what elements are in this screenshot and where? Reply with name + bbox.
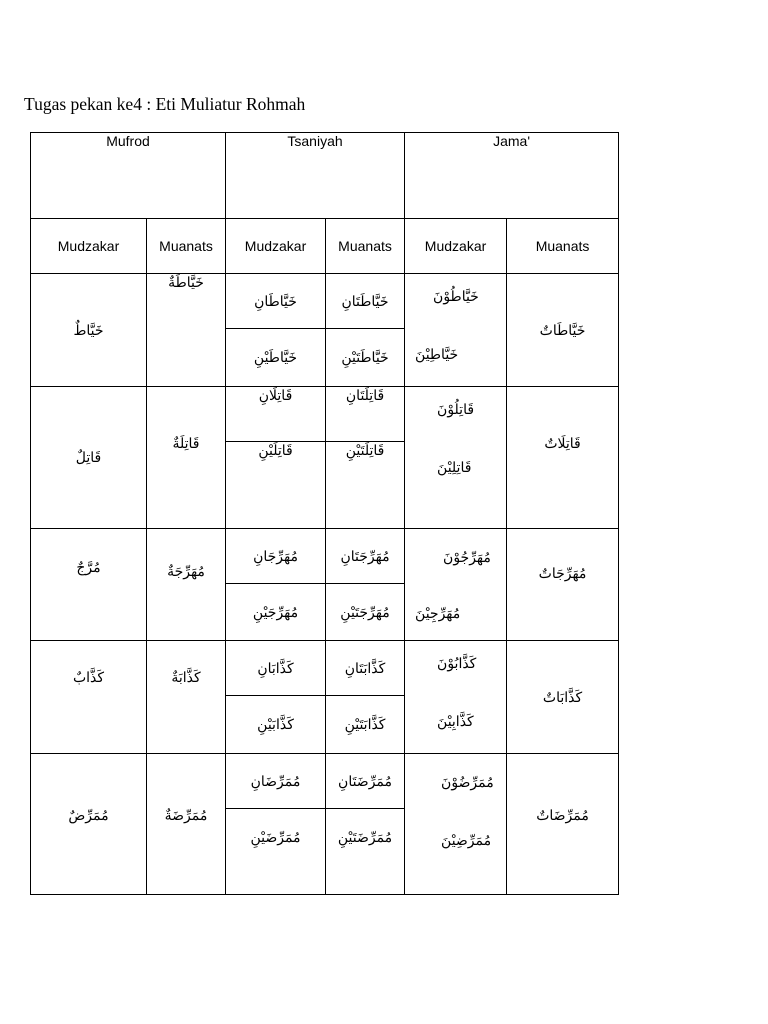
- tsaniyah-muanats-nashab-cell: قَاتِلَتَيْنِ: [326, 442, 405, 529]
- mufrod-muanats-cell: كَذَّابَةٌ: [147, 641, 226, 754]
- tsaniyah-mudzakar-rafa-cell: قَاتِلَانِ: [226, 387, 326, 442]
- mufrod-muanats-cell: قَاتِلَةٌ: [147, 387, 226, 529]
- tsaniyah-mudzakar-nashab-cell: كَذَّابَيْنِ: [226, 696, 326, 754]
- jama-mudzakar-cell: [405, 641, 507, 754]
- jama-mudzakar-cell: [405, 529, 507, 641]
- group-header-row: [31, 133, 619, 219]
- tsaniyah-mudzakar-nashab-cell: مُهَرِّجَيْنِ: [226, 584, 326, 641]
- jama-mudzakar-nashab: مُمَرِّضِيْنَ: [441, 832, 492, 848]
- tsaniyah-muanats-rafa-cell: كَذَّابَتَانِ: [326, 641, 405, 696]
- jama-muanats-cell: مُهَرِّجَاتٌ: [507, 529, 619, 641]
- header-jama-mudzakar: Mudzakar: [405, 219, 507, 274]
- jama-mudzakar-nashab: مُهَرِّجِيْنَ: [415, 605, 461, 621]
- mufrod-muanats-cell: مُهَرِّجَةٌ: [147, 529, 226, 641]
- tsaniyah-muanats-rafa-cell: مُهَرِّجَتَانِ: [326, 529, 405, 584]
- tsaniyah-mudzakar-rafa-cell: مُمَرِّضَانِ: [226, 754, 326, 809]
- tsaniyah-mudzakar-rafa-cell: مُهَرِّجَانِ: [226, 529, 326, 584]
- mufrod-mudzakar-cell: مُمَرِّضٌ: [31, 754, 147, 895]
- mufrod-mudzakar-cell: مُرَّجٌ: [31, 529, 147, 641]
- nahwu-table: [30, 132, 619, 895]
- table-row: [31, 274, 619, 329]
- jama-mudzakar-cell: [405, 274, 507, 387]
- header-tsaniyah-muanats: Muanats: [326, 219, 405, 274]
- header-mufrod-muanats: Muanats: [147, 219, 226, 274]
- jama-mudzakar-rafa: خَيَّاطُوْنَ: [433, 288, 479, 304]
- jama-mudzakar-rafa: مُمَرِّضُوْنَ: [441, 774, 494, 790]
- jama-mudzakar-cell: [405, 754, 507, 895]
- header-mufrod: Mufrod: [31, 133, 226, 219]
- tsaniyah-mudzakar-nashab-cell: خَيَّاطَيْنِ: [226, 329, 326, 387]
- jama-muanats-cell: خَيَّاطَاتٌ: [507, 274, 619, 387]
- jama-mudzakar-rafa: قَاتِلُوْنَ: [437, 401, 475, 417]
- tsaniyah-mudzakar-nashab-cell: قَاتِلَيْنِ: [226, 442, 326, 529]
- jama-mudzakar-nashab: خَيَّاطِيْنَ: [415, 346, 459, 362]
- jama-muanats-cell: قَاتِلَاتٌ: [507, 387, 619, 529]
- sub-header-row: [31, 219, 619, 274]
- header-jama-muanats: Muanats: [507, 219, 619, 274]
- tsaniyah-mudzakar-nashab-cell: مُمَرِّضَيْنِ: [226, 809, 326, 895]
- mufrod-mudzakar-cell: كَذَّابٌ: [31, 641, 147, 754]
- header-jama: Jama': [405, 133, 619, 219]
- tsaniyah-muanats-nashab-cell: خَيَّاطَتَيْنِ: [326, 329, 405, 387]
- tsaniyah-muanats-rafa-cell: قَاتِلَتَانِ: [326, 387, 405, 442]
- jama-mudzakar-nashab: كَذَّابِيْنَ: [437, 713, 474, 729]
- tsaniyah-muanats-nashab-cell: كَذَّابَتَيْنِ: [326, 696, 405, 754]
- table-row: [31, 387, 619, 442]
- mufrod-mudzakar-cell: قَاتِلٌ: [31, 387, 147, 529]
- jama-muanats-cell: كَذَّابَاتٌ: [507, 641, 619, 754]
- jama-mudzakar-rafa: مُهَرِّجُوْنَ: [443, 549, 491, 565]
- header-tsaniyah-mudzakar: Mudzakar: [226, 219, 326, 274]
- mufrod-muanats-cell: خَيَّاطَةٌ: [147, 274, 226, 387]
- header-tsaniyah: Tsaniyah: [226, 133, 405, 219]
- tsaniyah-muanats-rafa-cell: مُمَرِّضَتَانِ: [326, 754, 405, 809]
- jama-muanats-cell: مُمَرِّضَاتٌ: [507, 754, 619, 895]
- table-row: [31, 754, 619, 809]
- jama-mudzakar-rafa: كَذَّابُوْنَ: [437, 655, 477, 671]
- mufrod-mudzakar-cell: خَيَّاطٌ: [31, 274, 147, 387]
- header-mufrod-mudzakar: Mudzakar: [31, 219, 147, 274]
- tsaniyah-muanats-nashab-cell: مُمَرِّضَتَيْنِ: [326, 809, 405, 895]
- jama-mudzakar-nashab: قَاتِلِيْنَ: [437, 459, 472, 475]
- tsaniyah-muanats-rafa-cell: خَيَّاطَتَانِ: [326, 274, 405, 329]
- tsaniyah-mudzakar-rafa-cell: كَذَّابَانِ: [226, 641, 326, 696]
- page-title: Tugas pekan ke4 : Eti Muliatur Rohmah: [24, 94, 306, 114]
- tsaniyah-muanats-nashab-cell: مُهَرِّجَتَيْنِ: [326, 584, 405, 641]
- jama-mudzakar-cell: [405, 387, 507, 529]
- tsaniyah-mudzakar-rafa-cell: خَيَّاطَانِ: [226, 274, 326, 329]
- table-row: [31, 641, 619, 696]
- mufrod-muanats-cell: مُمَرِّضَةٌ: [147, 754, 226, 895]
- table-row: [31, 529, 619, 584]
